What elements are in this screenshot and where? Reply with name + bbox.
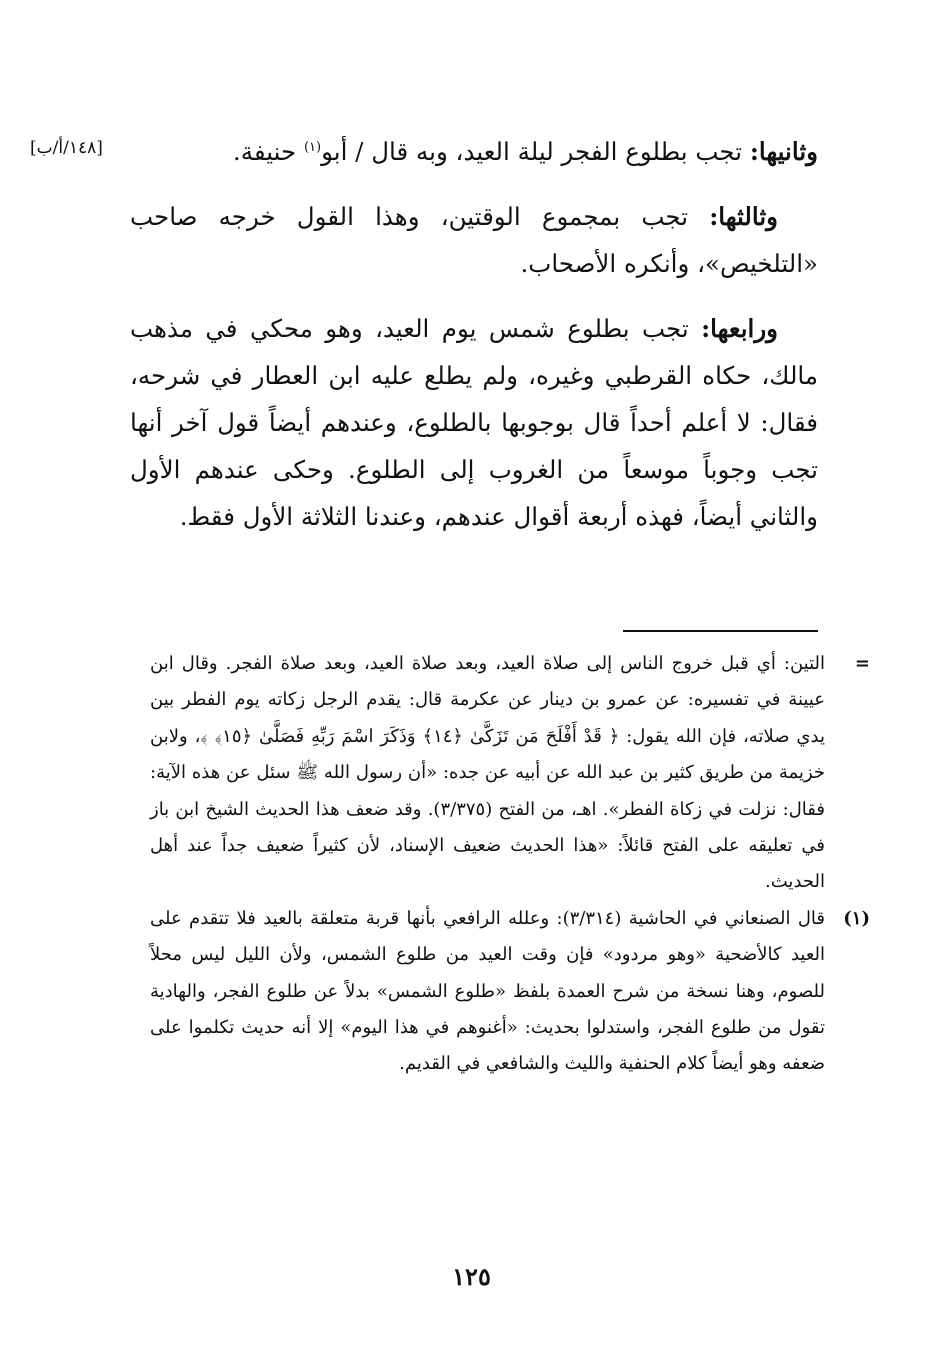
footnotes-block [150, 646, 870, 1083]
footnote-1 [150, 901, 870, 1083]
footnote-continued [150, 646, 870, 901]
paragraph-third-opinion [130, 193, 818, 287]
paragraph-text: حنيفة. [232, 137, 304, 166]
footnote-marker: = [854, 653, 870, 674]
paragraph-lead: ورابعها: [701, 314, 778, 343]
paragraph-text: تجب بمجموع الوقتين، وهذا القول خرجه صاحب «التلخيص»، وأنكره الأصحاب. [130, 202, 818, 278]
paragraph-fourth-opinion [130, 305, 818, 540]
footnote-text: قال الصنعاني في الحاشية (٣/٣١٤): وعلله الرافعي بأنها قربة متعلقة بالعيد فلا تتقدم على العيد كالأضحية «وهو مردود» فإن وقت العيد من طلوع الشمس، ولأن الليل ليس محلاً للصوم، وهنا نسخة من شرح العمدة بلفظ «طلوع الشمس» بدلاً عن طلوع الفجر، والهادية تقول من طلوع الفجر، واستدلوا بحديث: «أغنوهم في هذا اليوم» إلا أنه حديث تكلموا على ضعفه وهو أيضاً كلام الحنفية والليث والشافعي في القديم. [150, 907, 825, 1075]
footnote-separator [623, 630, 818, 632]
paragraph-lead: وثانيها: [749, 137, 818, 166]
margin-folio-reference: [١٤٨/أ/ب] [30, 138, 103, 158]
main-text-block [130, 128, 818, 540]
paragraph-second-opinion [130, 128, 818, 175]
paragraph-text: تجب بطلوع شمس يوم العيد، وهو محكي في مذهب مالك، حكاه القرطبي وغيره، ولم يطلع عليه ابن العطار في شرحه، فقال: لا أعلم أحداً قال بوجوبها بالطلوع، وعندهم أيضاً قول آخر أنها تجب وجوباً موسعاً من الغروب إلى الطلوع. وحكى عندهم الأول والثاني أيضاً، فهذه أربعة أقوال عندهم، وعندنا الثلاثة الأول فقط. [130, 314, 818, 531]
footnote-marker: (١) [843, 907, 870, 929]
footnote-reference[interactable]: (١) [303, 139, 322, 155]
paragraph-text: تجب بطلوع الفجر ليلة العيد، وبه قال / أبو [321, 137, 750, 166]
footnote-text: التين: أي قبل خروج الناس إلى صلاة العيد، وبعد صلاة العيد، وبعد صلاة الفجر. وقال ابن عيينة في تفسيره: عن عمرو بن دينار عن عكرمة قال: يقدم الرجل زكاته يوم الفطر بين يدي صلاته، فإن الله يقول: ﴿ قَدْ أَفْلَحَ مَن تَزَكَّىٰ ﴿١٤﴾ وَذَكَرَ اسْمَ رَبِّهِ فَصَلَّىٰ ﴿١٥﴾ ﴾، ولابن خزيمة من طريق كثير بن عبد الله عن أبيه عن جده: «أن رسول الله ﷺ سئل عن هذه الآية: فقال: نزلت في زكاة الفطر». اهـ، من الفتح (٣/٣٧٥). وقد ضعف هذا الحديث الشيخ ابن باز في تعليقه على الفتح قائلاً: «هذا الحديث ضعيف الإسناد، لأن كثيراً ضعيف جداً عند أهل الحديث. [150, 653, 825, 893]
paragraph-lead: وثالثها: [709, 202, 778, 231]
page-number: ١٢٥ [452, 1262, 491, 1291]
